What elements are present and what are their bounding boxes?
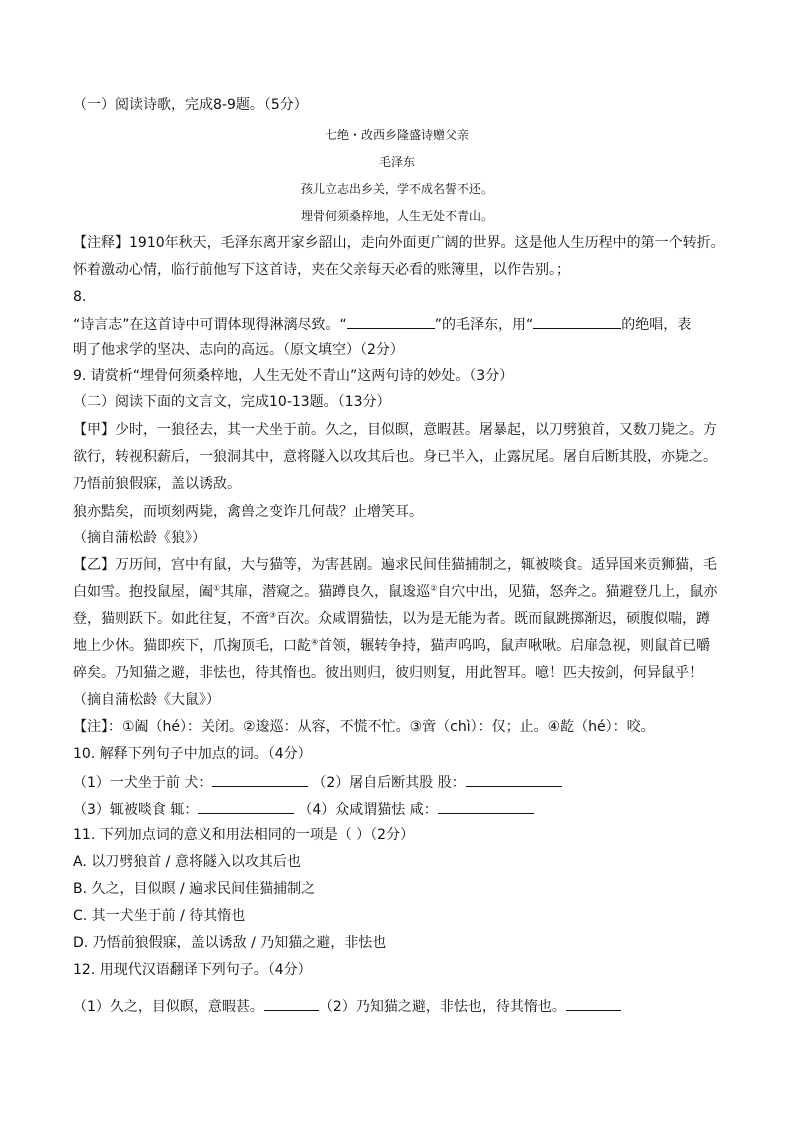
section2-heading: （二）阅读下面的文言文，完成10-13题。（13分） — [73, 394, 391, 410]
q12-item-1: （1）久之，目似瞑，意暇甚。 — [73, 999, 264, 1015]
q8-line-1 — [73, 313, 733, 335]
yi-text: 自穴中出，见猫，怒奔之。猫避登几上，鼠亦 — [437, 584, 718, 600]
jia-source: （摘自蒲松龄《狼》） — [73, 530, 206, 546]
q10-item-3: （3）辄被啖食 辄： — [73, 802, 199, 818]
answer-blank[interactable] — [347, 313, 435, 329]
jia-line-4: 狼亦黠矣，而顷刻两毙，禽兽之变诈几何哉？止增笑耳。 — [73, 504, 423, 520]
footnote-mark: ① — [213, 583, 221, 593]
yi-text: 地上少休。猫即疾下，爪掬顶毛，口龁 — [73, 638, 311, 654]
jia-line-1: 【甲】少时，一狼径去，其一犬坐于前。久之，目似瞑，意暇甚。屠暴起，以刀劈狼首，又数刀毙之。方 — [73, 422, 717, 438]
q8-line-2: 明了他求学的坚决、志向的高远。（原文填空）（2分） — [73, 342, 404, 358]
q10-row-2 — [73, 798, 733, 820]
jia-line-3: 乃悟前狼假寐，盖以诱敌。 — [73, 476, 241, 492]
poem-line-2: 埋骨何须桑梓地，人生无处不青山。 — [300, 209, 493, 223]
poem-line-1: 孩儿立志出乡关，学不成名誓不还。 — [300, 182, 493, 196]
q10-item-1: （1）一犬坐于前 犬： — [73, 775, 213, 791]
q11-option-d[interactable]: D. 乃悟前狼假寐，盖以诱敌 / 乃知猫之避，非怯也 — [73, 935, 387, 951]
q8-text-b: ”的毛泽东，用“ — [434, 317, 534, 333]
section1-heading: （一）阅读诗歌，完成8-9题。（5分） — [73, 97, 308, 113]
answer-blank[interactable] — [566, 995, 621, 1011]
q12-row — [73, 995, 733, 1017]
yi-line-4 — [73, 636, 733, 656]
yi-text: 百次。众咸谓猫怯，以为是无能为者。既而鼠跳掷渐迟，硕腹似喘，蹲 — [276, 611, 711, 627]
q8-number: 8. — [73, 289, 87, 305]
yi-text: 其扉，潜窥之。猫蹲良久，鼠逡巡 — [220, 584, 431, 600]
q10-item-2: （2）屠自后断其股 股： — [312, 775, 466, 791]
answer-blank[interactable] — [264, 995, 319, 1011]
yi-line-5: 碎矣。乃知猫之避，非怯也，待其惰也。彼出则归，彼归则复，用此智耳。噫！匹夫按剑，何异鼠乎！ — [73, 665, 703, 681]
q10-item-4: （4）众咸谓猫怯 咸： — [298, 802, 438, 818]
footnote-mark: ③ — [269, 610, 277, 620]
footnote-mark: ② — [430, 583, 438, 593]
answer-blank[interactable] — [212, 771, 308, 787]
q11-stem: 11. 下列加点词的意义和用法相同的一项是（ ）（2分） — [73, 827, 415, 843]
q8-text-c: 的绝唱，表 — [621, 317, 692, 333]
answer-blank[interactable] — [438, 798, 534, 814]
answer-blank[interactable] — [466, 771, 562, 787]
annotation-notes: 【注】：①阖（hé）：关闭。②逡巡：从容，不慌不忙。③啻（chì）：仅；止。④龁（hé）：咬。 — [73, 719, 655, 735]
q10-stem: 10. 解释下列句子中加点的词。（4分） — [73, 746, 312, 762]
q11-option-c[interactable]: C. 其一犬坐于前 / 待其惰也 — [73, 908, 246, 924]
yi-text: 白如雪。抱投鼠屋，阖 — [73, 584, 213, 600]
answer-blank[interactable] — [198, 798, 294, 814]
yi-text: 登，猫则跃下。如此往复，不啻 — [73, 611, 269, 627]
q10-row-1 — [73, 771, 733, 793]
q8-text-a: “诗言志”在这首诗中可谓体现得淋漓尽致。“ — [73, 317, 347, 333]
poem-title: 七绝・改西乡隆盛诗赠父亲 — [324, 128, 469, 142]
q9: 9. 请赏析“埋骨何须桑梓地，人生无处不青山”这两句诗的妙处。（3分） — [73, 368, 514, 384]
yi-line-2 — [73, 582, 733, 602]
yi-text: 首领，辗转争持，猫声呜呜，鼠声啾啾。启扉急视，则鼠首已嚼 — [318, 638, 711, 654]
answer-blank[interactable] — [533, 313, 621, 329]
yi-line-3 — [73, 609, 733, 629]
poem-author: 毛泽东 — [378, 155, 415, 169]
note-line-2: 怀着激动心情，临行前他写下这首诗，夹在父亲每天必看的账簿里，以作告别。； — [73, 262, 570, 278]
q11-option-a[interactable]: A. 以刀劈狼首 / 意将隧入以攻其后也 — [73, 854, 301, 870]
note-line-1: 【注释】1910年秋天，毛泽东离开家乡韶山，走向外面更广阔的世界。这是他人生历程中的第一个转折。 — [73, 235, 725, 251]
q12-stem: 12. 用现代汉语翻译下列句子。（4分） — [73, 962, 312, 978]
q12-item-2: （2）乃知猫之避，非怯也，待其惰也。 — [318, 999, 566, 1015]
yi-source: （摘自蒲松龄《大鼠》） — [73, 692, 220, 708]
jia-line-2: 欲行，转视积薪后，一狼洞其中，意将隧入以攻其后也。身已半入，止露尻尾。屠自后断其股，亦毙之。 — [73, 449, 717, 465]
yi-line-1: 【乙】万历间，宫中有鼠，大与猫等，为害甚剧。遍求民间佳猫捕制之，辄被啖食。适异国来贡狮猫，毛 — [73, 557, 717, 573]
footnote-mark: ④ — [311, 637, 319, 647]
q11-option-b[interactable]: B. 久之，目似瞑 / 遍求民间佳猫捕制之 — [73, 881, 316, 897]
